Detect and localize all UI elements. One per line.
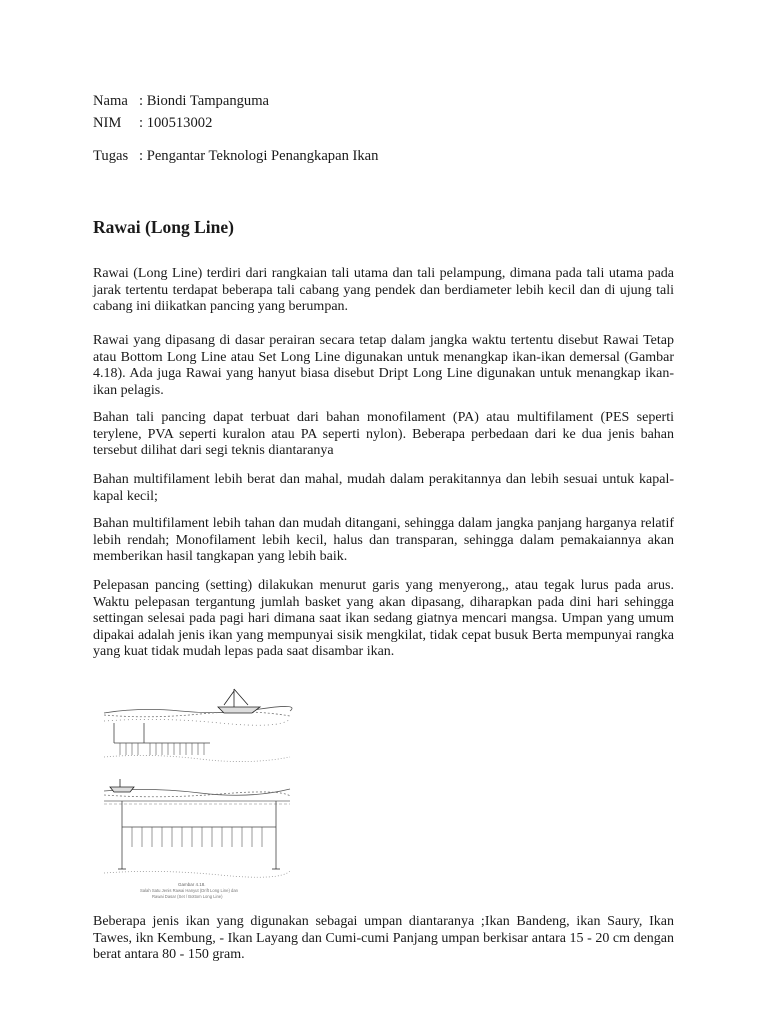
figure-caption-line2: Salah Satu Jenis Rawai Hanyut (Drift Long Line) dan: [140, 888, 238, 893]
figure-caption-line1: Gambar 4.18.: [178, 882, 206, 887]
paragraph-bait: Beberapa jenis ikan yang digunakan sebagai umpan diantaranya ;Ikan Bandeng, ikan Saury, Ikan Tawes, ikn Kembung, - Ikan Layang dan Cumi-cumi Panjang umpan berkisar antara 15 - 20 cm dengan berat antara 80 - 150 gram.: [93, 914, 674, 963]
longline-illustration: [100, 683, 294, 905]
nama-label: Nama: [93, 93, 128, 109]
drift-longline-drawing: [104, 689, 292, 762]
nim-line: [93, 115, 213, 132]
paragraph-materials: Bahan tali pancing dapat terbuat dari bahan monofilament (PA) atau multifilament (PES seperti terylene, PVA seperti kuralon atau PA seperti nylon). Beberapa perbedaan dari ke dua jenis bahan tersebut dilihat dari segi teknis diantaranya: [93, 410, 674, 459]
nim-label: NIM: [93, 115, 122, 131]
longline-figure: [100, 683, 294, 905]
nama-line: [93, 93, 270, 110]
paragraph-definition: Rawai (Long Line) terdiri dari rangkaian tali utama dan tali pelampung, dimana pada tali utama pada jarak tertentu terdapat beberapa tali cabang yang pendek dan berdiameter lebih kecil dan di ujung tali cabang ini diikatkan pancing yang berumpan.: [93, 266, 674, 315]
paragraph-types: Rawai yang dipasang di dasar perairan secara tetap dalam jangka waktu tertentu disebut Rawai Tetap atau Bottom Long Line atau Set Long Line digunakan untuk menangkap ikan-ikan demersal (Gambar 4.18). Ada juga Rawai yang hanyut biasa disebut Dript Long Line digunakan untuk menangkap ikan-ikan pelagis.: [93, 333, 674, 398]
paragraph-setting: Pelepasan pancing (setting) dilakukan menurut garis yang menyerong,, atau tegak lurus pada arus. Waktu pelepasan tergantung jumlah basket yang akan dipasang, diharapkan pada dini hari sehingga settingan selesai pada pagi hari dimana saat ikan sedang giatnya mencari mangsa. Umpan yang umum dipakai adalah jenis ikan yang mempunyai sisik mengkilat, tidak cepat busuk Berta mempunyai rangka yang kuat tidak mudah lepas pada saat disambar ikan.: [93, 578, 674, 660]
tugas-line: [93, 148, 379, 165]
tugas-value: : Pengantar Teknologi Penangkapan Ikan: [139, 148, 379, 164]
tugas-label: Tugas: [93, 148, 129, 164]
section-title: Rawai (Long Line): [93, 217, 234, 237]
figure-caption-line3: Rawai Dasar (Set / Bottom Long Line): [152, 894, 223, 899]
bottom-longline-drawing: [104, 779, 290, 877]
paragraph-multifilament: Bahan multifilament lebih berat dan mahal, mudah dalam perakitannya dan lebih sesuai untuk kapal-kapal kecil;: [93, 472, 674, 504]
nim-value: : 100513002: [139, 115, 213, 131]
paragraph-comparison: Bahan multifilament lebih tahan dan mudah ditangani, sehingga dalam jangka panjang harganya relatif lebih rendah; Monofilament lebih kecil, halus dan transparan, sehingga dalam pemakaiannya akan memberikan hasil tangkapan yang lebih baik.: [93, 516, 674, 565]
nama-value: : Biondi Tampanguma: [139, 93, 270, 109]
